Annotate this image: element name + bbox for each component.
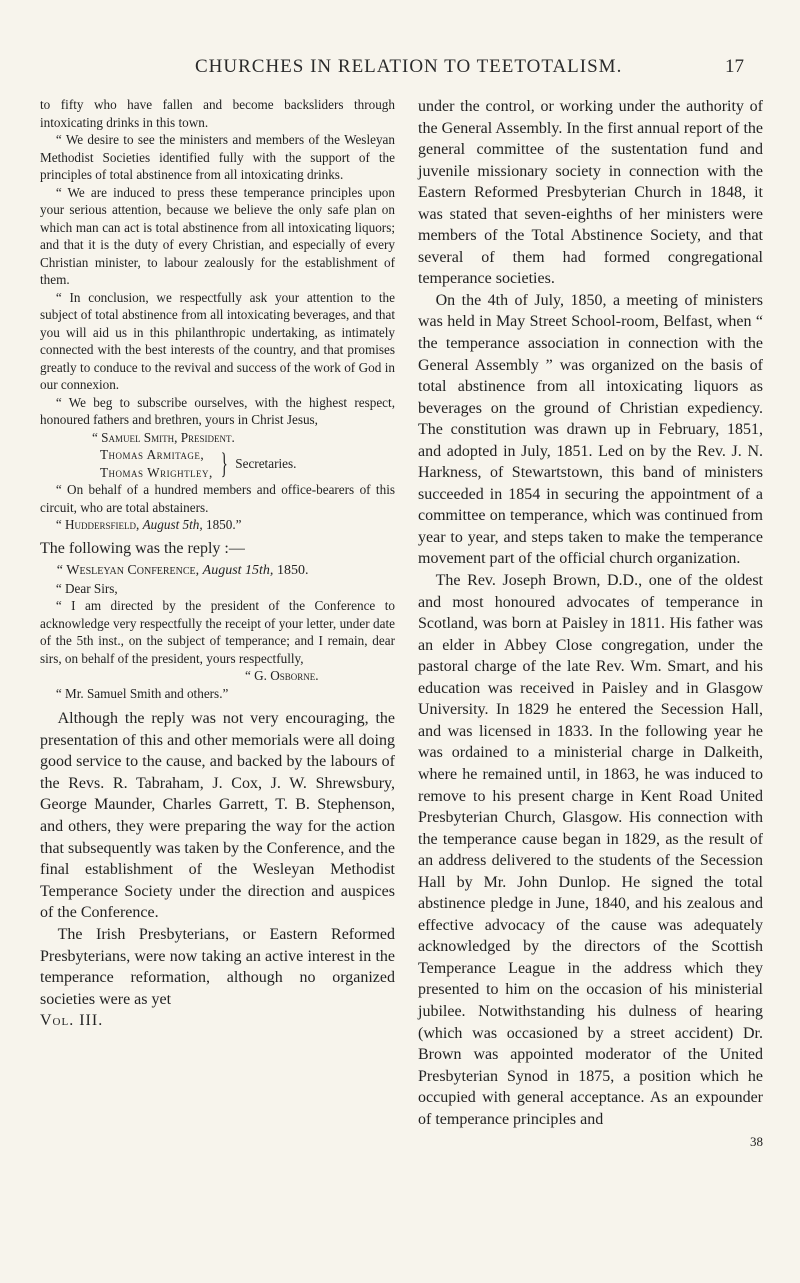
reply-signature: “ G. Osborne. bbox=[245, 668, 319, 684]
secretary-name: Thomas Armitage, bbox=[100, 447, 205, 462]
signature-president: “ Samuel Smith, President. bbox=[92, 429, 235, 445]
dateline bbox=[40, 516, 395, 534]
reply-letter bbox=[40, 562, 395, 702]
reply-date: August 15th, bbox=[202, 563, 274, 579]
running-head: CHURCHES IN RELATION TO TEETOTALISM. bbox=[195, 56, 623, 77]
paragraph: Although the reply was not very encouraging, the presentation of this and other memorials were all doing good service to the cause, and backed by the labours of the Revs. R. Tabraham, J. Cox, J. W. Shrewsbury, George Maunder, Charles Garrett, T. B. Stephenson, and others, they were preparing the way for the action that subsequently was taken by the Conference, and the final establishment of the Wesleyan Methodist Temperance Society under the direction and auspices of the Conference. bbox=[40, 710, 395, 922]
body-text bbox=[418, 96, 763, 1130]
paragraph: “ In conclusion, we respectfully ask your attention to the subject of total abstinence from all intoxicating beverages, and that you will aid us in this philanthropic undertaking, as intimately connected with the best interests of the country, and that promises greatly to conduce to the revival and success of the work of God in our connexion. bbox=[40, 289, 395, 392]
paragraph: “ On behalf of a hundred members and office-bearers of this circuit, who are total abstainers. bbox=[40, 482, 395, 515]
reply-heading bbox=[40, 562, 395, 580]
salutation: “ Dear Sirs, bbox=[55, 580, 118, 596]
secretary-name: Thomas Wrightley, bbox=[100, 464, 213, 480]
reply-year: 1850. bbox=[276, 563, 309, 579]
paragraph: under the control, or working under the authority of the General Assembly. In the first annual report of the general committee of the sustentation fund and juvenile missionary society in connection with the Eastern Reformed Presbyterian Church in 1848, it was stated that seven-eighths of her ministers were members of the Total Abstinence Society, and that several of them had formed congregational temperance societies. bbox=[418, 98, 763, 288]
signature-mark: 38 bbox=[750, 1134, 763, 1150]
left-column bbox=[40, 96, 395, 1032]
body-text bbox=[40, 708, 395, 1032]
brace-icon: } bbox=[220, 446, 228, 480]
secretaries-label: Secretaries. bbox=[235, 455, 297, 471]
paragraph: The Irish Presbyterians, or Eastern Reformed Presbyterians, were now taking an active interest in the temperance reformation, although no organized societies were as yet bbox=[40, 926, 395, 1008]
right-column bbox=[418, 96, 763, 1150]
paragraph: to fifty who have fallen and become backsliders through intoxicating drinks in this town. bbox=[40, 97, 395, 130]
dateline-date: August 5th, bbox=[142, 517, 203, 532]
dateline-place: “ Huddersfield, bbox=[55, 517, 140, 532]
dateline-year: 1850.” bbox=[205, 517, 242, 532]
reply-intro: The following was the reply :— bbox=[40, 539, 245, 557]
reply-recipient: “ Mr. Samuel Smith and others.” bbox=[55, 685, 229, 701]
page-header bbox=[0, 56, 800, 86]
page-number: 17 bbox=[725, 56, 744, 77]
reply-org: “ Wesleyan Conference, bbox=[56, 563, 200, 579]
paragraph: The Rev. Joseph Brown, D.D., one of the oldest and most honoured advocates of temperance in Scotland, was born at Paisley in 1811. His father was an elder in Abbey Close congregation, under the pastoral charge of the late Rev. Wm. Smart, and his education was received in Paisley and in Glasgow University. In 1829 he entered the Secession Hall, and was licensed in 1833. In the following year he was ordained to a ministerial charge in Dalkeith, where he remained until, in 1863, he was induced to remove to his present charge in Kent Road United Presbyterian Church, Glasgow. His connection with the temperance cause began in 1829, as the result of an address delivered to the students of the Secession Hall by Mr. John Dunlop. He signed the total abstinence pledge in June, 1840, and his zealous and effective advocacy of the cause was adequately acknowledged by the directors of the Scottish Temperance League in the address which they presented to him on the occasion of his ministerial jubilee. Notwithstanding his dulness of hearing (which was occasioned by a street accident) Dr. Brown was appointed moderator of the United Presbyterian Synod in 1875, a position which he occupied with general acceptance. As an expounder of temperance principles and bbox=[418, 572, 763, 1128]
paragraph: “ I am directed by the president of the Conference to acknowledge very respectfully the receipt of your letter, under date of the 5th inst., on the subject of temperance; and I remain, dear sirs, on behalf of the president, yours respectfully, bbox=[40, 598, 395, 666]
paragraph: On the 4th of July, 1850, a meeting of ministers was held in May Street School-room, Belfast, when “ the temperance association in connection with the General Assembly ” was organized on the basis of total abstinence from all intoxicating liquors as beverages on the ground of Christian expediency. The constitution was drawn up in February, 1851, and adopted in July, 1851. Led on by the Rev. J. N. Harkness, of Stewartstown, this band of ministers succeeded in 1854 in securing the appointment of a committee on temperance, which was continued from year to year, and steps taken to make the temperance movement part of the official church organization. bbox=[418, 291, 763, 568]
paragraph: “ We are induced to press these temperance principles upon your serious attention, because we believe the only safe plan on which man can act is total abstinence from all intoxicating liquors; and that it is the duty of every Christian, and especially of every Christian minister, to labour zealously for the establishment of them. bbox=[40, 184, 395, 287]
paragraph: “ We beg to subscribe ourselves, with the highest respect, honoured fathers and brethren, yours in Christ Jesus, bbox=[40, 394, 395, 427]
body-text bbox=[40, 538, 395, 560]
secretaries-block bbox=[40, 446, 395, 481]
memorial-letter bbox=[40, 96, 395, 534]
volume-mark: Vol. III. bbox=[40, 1012, 104, 1030]
paragraph: “ We desire to see the ministers and members of the Wesleyan Methodist Societies identified fully with the support of the principles of total abstinence from all intoxicating drinks. bbox=[40, 132, 395, 182]
